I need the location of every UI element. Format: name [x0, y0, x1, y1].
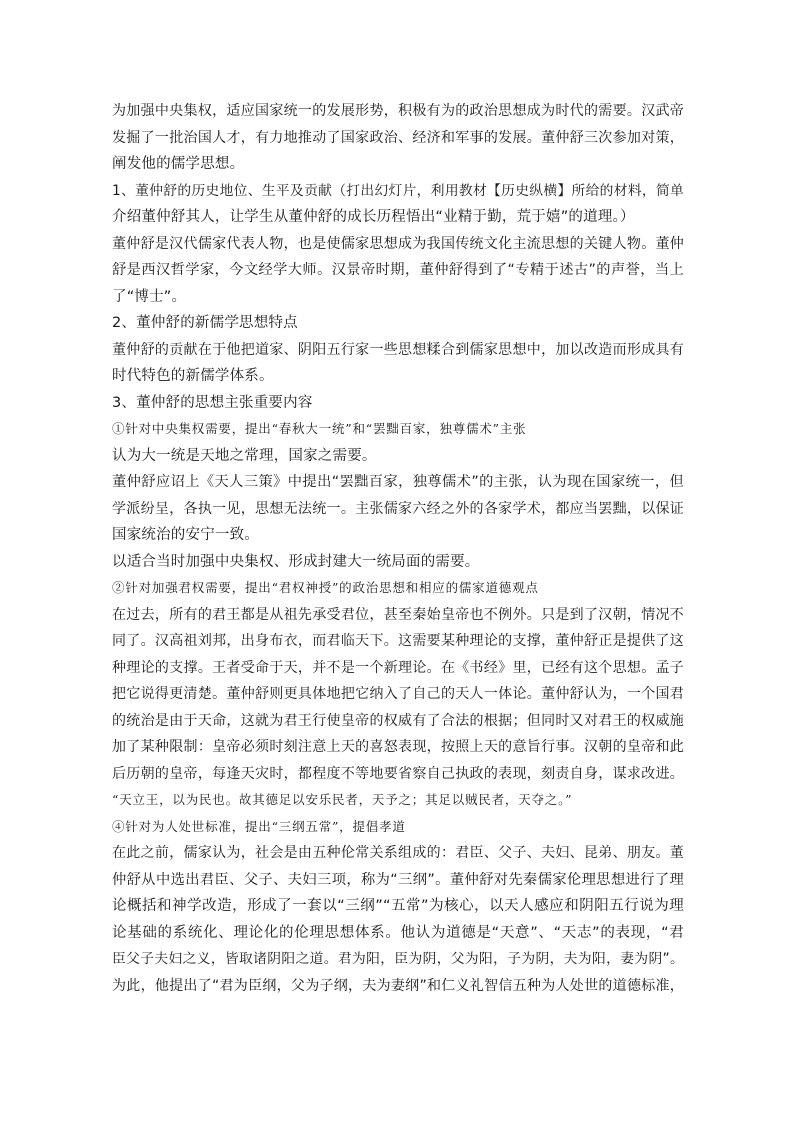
- text-line: 董仲舒是汉代儒家代表人物，也是使儒家思想成为我国传统文化主流思想的关键人物。董仲: [112, 235, 684, 252]
- text-line: 在过去，所有的君王都是从祖先承受君位，甚至秦始皇帝也不例外。只是到了汉朝，情况不: [112, 606, 684, 623]
- subheading-2: ②针对加强君权需要，提出“君权神授”的政治思想和相应的儒家道德观点: [112, 580, 539, 595]
- text-line: 介绍董仲舒其人，让学生从董仲舒的成长历程悟出“业精于勤，荒于嬉”的道理。）: [112, 209, 635, 225]
- text-line: 把它说得更清楚。董仲舒则更具体地把它纳入了自己的天人一体论。董仲舒认为，一个国君: [112, 686, 684, 702]
- section-heading-2: 2、董仲舒的新儒学思想特点: [112, 315, 298, 331]
- text-line: 董仲舒的贡献在于他把道家、阴阳五行家一些思想糅合到儒家思想中，加以改造而形成具有: [112, 341, 684, 358]
- text-line: 董仲舒应诏上《天人三策》中提出“罢黜百家，独尊儒术”的主张，认为现在国家统一，但: [112, 474, 684, 490]
- text-line: 加了某种限制：皇帝必须时刻注意上天的喜怒表现，按照上天的意旨行事。汉朝的皇帝和此: [112, 739, 684, 755]
- text-line: 认为大一统是天地之常理，国家之需要。: [112, 447, 377, 464]
- document-body: [112, 98, 684, 999]
- quote-line: “天立王，以为民也。故其德足以安乐民者，天予之；其足以贼民者，天夺之。”: [112, 792, 573, 807]
- text-line: 的统治是由于天命，这就为君王行使皇帝的权威有了合法的根据；但同时又对君王的权威施: [112, 712, 684, 729]
- text-line: 国家统治的安宁一致。: [112, 527, 259, 543]
- text-line: 在此之前，儒家认为，社会是由五种伦常关系组成的：君臣、父子、夫妇、昆弟、朋友。董: [112, 845, 684, 861]
- text-line: 同了。汉高祖刘邦，出身布衣，而君临天下。这需要某种理论的支撑，董仲舒正是提供了这: [112, 633, 684, 649]
- text-line: 以适合当时加强中央集权、形成封建大一统局面的需要。: [112, 553, 480, 570]
- text-line: 仲舒从中选出君臣、父子、夫妇三项，称为“三纲”。董仲舒对先秦儒家伦理思想进行了理: [112, 871, 684, 888]
- text-line: 为加强中央集权，适应国家统一的发展形势，积极有为的政治思想成为时代的需要。汉武帝: [112, 103, 684, 119]
- text-line: 为此，他提出了“君为臣纲，父为子纲，夫为妻纲”和仁义礼智信五种为人处世的道德标准，: [112, 977, 684, 994]
- text-line: 了“博士”。: [112, 288, 187, 305]
- text-line: 后历朝的皇帝，每逢天灾时，都程度不等地要省察自己执政的表现，刻责自身，谋求改进。: [112, 765, 684, 782]
- text-line: 舒是西汉哲学家，今文经学大师。汉景帝时期，董仲舒得到了“专精于述古”的声誉，当上: [112, 262, 684, 278]
- text-line: 论基础的系统化、理论化的伦理思想体系。他认为道德是“天意”、“天志”的表现，“君: [112, 924, 684, 941]
- text-line: 论概括和神学改造，形成了一套以“三纲”“五常”为核心，以天人感应和阴阳五行说为理: [112, 898, 684, 914]
- section-heading-1: 1、董仲舒的历史地位、生平及贡献（打出幻灯片，利用教材【历史纵横】所给的材料，简单: [112, 182, 684, 199]
- text-line: 种理论的支撑。王者受命于天，并不是一个新理论。在《书经》里，已经有这个思想。孟子: [112, 659, 684, 676]
- subheading-4: ④针对为人处世标准，提出“三纲五常”，提倡孝道: [112, 818, 406, 834]
- text-line: 阐发他的儒学思想。: [112, 156, 245, 172]
- text-line: 学派纷呈，各执一见，思想无法统一。主张儒家六经之外的各家学术，都应当罢黜，以保证: [112, 500, 684, 517]
- section-heading-3: 3、董仲舒的思想主张重要内容: [112, 394, 313, 411]
- text-line: 臣父子夫妇之义，皆取诸阴阳之道。君为阳，臣为阴，父为阳，子为阴，夫为阳，妻为阴”。: [112, 951, 684, 967]
- subheading-1: ①针对中央集权需要，提出“春秋大一统”和“罢黜百家，独尊儒术”主张: [112, 421, 527, 436]
- text-line: 时代特色的新儒学体系。: [112, 368, 274, 384]
- text-line: 发掘了一批治国人才，有力地推动了国家政治、经济和军事的发展。董仲舒三次参加对策，: [112, 129, 684, 146]
